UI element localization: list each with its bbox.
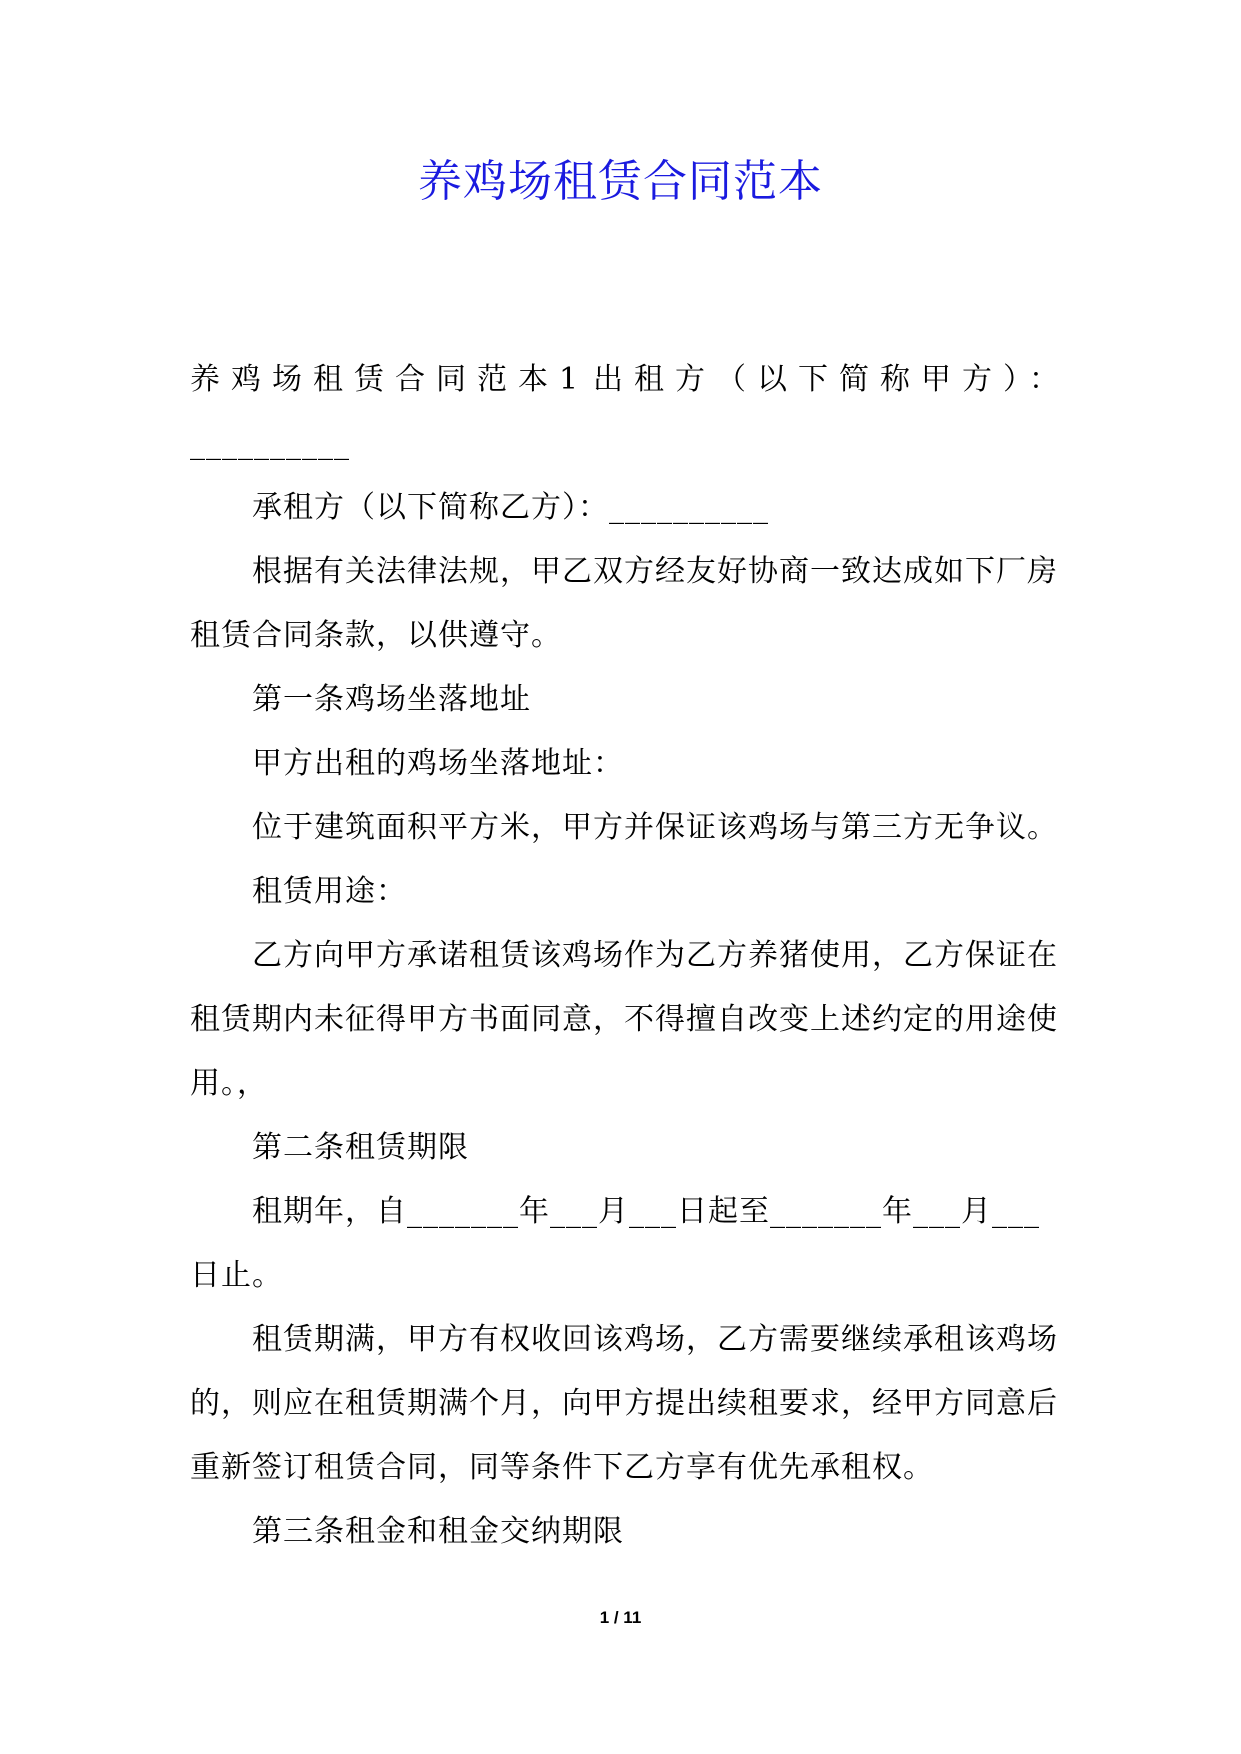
- document-body: [190, 348, 1070, 1564]
- contract-heading: 养鸡场租赁合同范本1: [190, 362, 590, 397]
- paragraph: 租赁期满，甲方有权收回该鸡场，乙方需要继续承租该鸡场的，则应在租赁期满个月，向甲方提出续租要求，经甲方同意后重新签订租赁合同，同等条件下乙方享有优先承租权。: [190, 1322, 1058, 1485]
- section-heading: 第一条鸡场坐落地址: [252, 682, 531, 717]
- page-number: 1 / 11: [599, 1608, 642, 1627]
- paragraph: 根据有关法律法规，甲乙双方经友好协商一致达成如下厂房租赁合同条款，以供遵守。: [190, 554, 1058, 653]
- document-title: 养鸡场租赁合同范本: [418, 156, 823, 207]
- section-heading: 第二条租赁期限: [252, 1130, 469, 1165]
- lessor-label: 出租方（以下简称甲方）：: [593, 362, 1070, 397]
- paragraph: 甲方出租的鸡场坐落地址：: [252, 746, 624, 781]
- paragraph: 位于建筑面积平方米，甲方并保证该鸡场与第三方无争议。: [252, 810, 1058, 845]
- section-heading: 第三条租金和租金交纳期限: [252, 1514, 624, 1549]
- paragraph: 乙方向甲方承诺租赁该鸡场作为乙方养猪使用，乙方保证在租赁期内未征得甲方书面同意，不得擅自改变上述约定的用途使用。，: [190, 938, 1058, 1101]
- paragraph: 租赁用途：: [252, 874, 407, 909]
- paragraph: 承租方（以下简称乙方）：__________: [252, 490, 769, 525]
- paragraph: 租期年，自_______年___月___日起至_______年___月___日止。: [190, 1194, 1040, 1293]
- lessor-blank: __________: [190, 426, 350, 461]
- heading-line: [190, 348, 1070, 412]
